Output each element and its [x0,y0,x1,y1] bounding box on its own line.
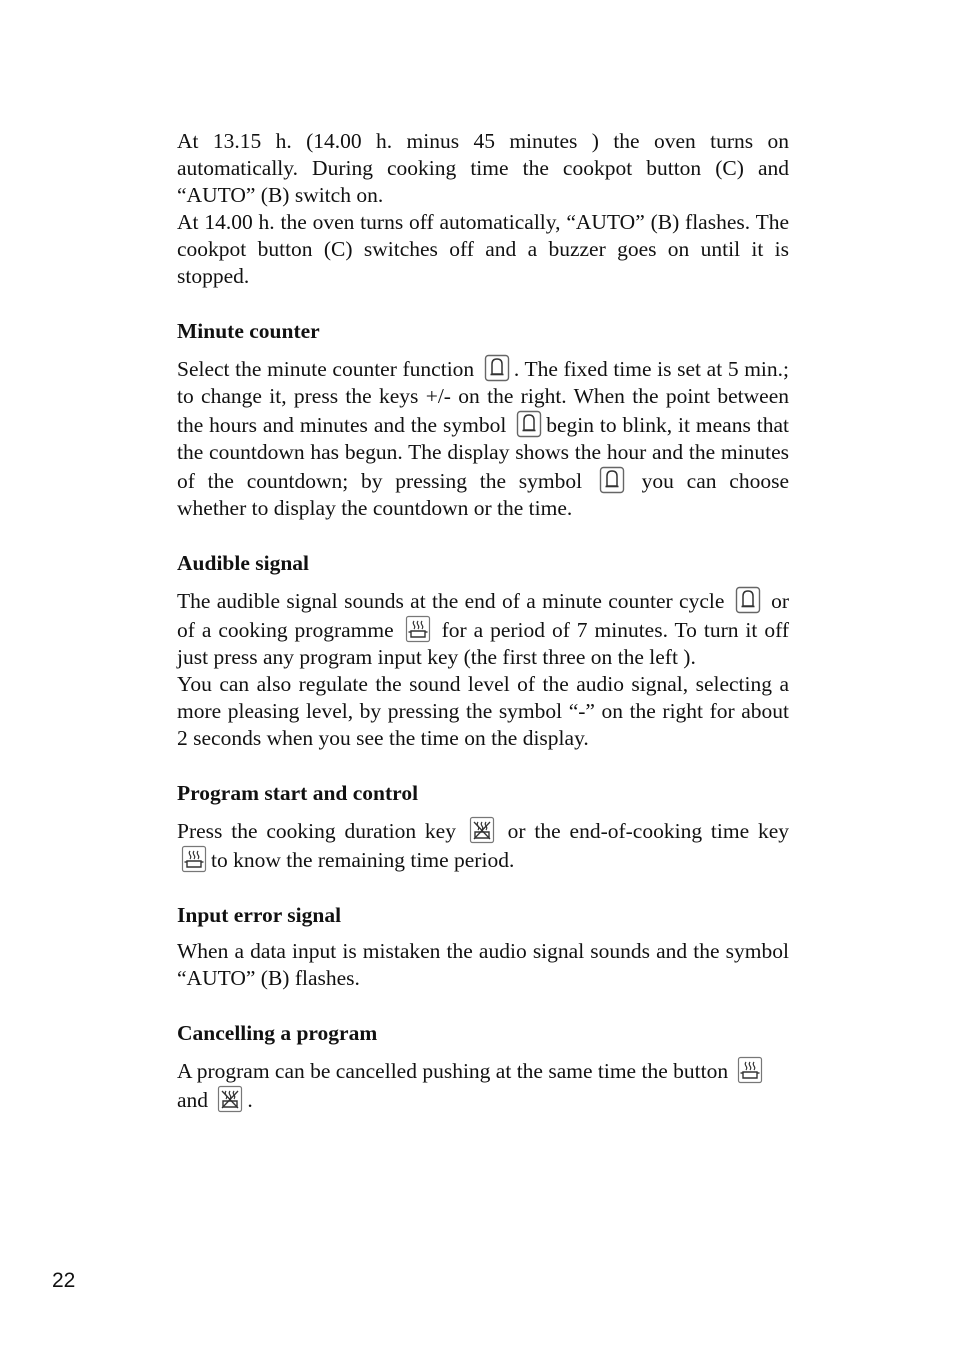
cookpot-end-icon [217,1085,243,1113]
audible-signal-text-3: for a period of 7 minutes. To turn it off just press any program input key (the first three on the left ). [177,618,790,669]
heading-program-start: Program start and control [177,781,419,805]
minute-counter-text-3: begin to blink, it means that the countdown has begun. The display shows the hour and the minutes of the countdown; by pressing the symbol [177,413,789,493]
bell-icon [484,354,510,382]
bell-icon [735,586,761,614]
minute-counter-text-4: you can choose whether to display the countdown or the time. [177,469,789,520]
cancelling-paragraph [177,1056,789,1114]
program-start-text-3: to know the remaining time period. [211,848,515,872]
heading-audible-signal: Audible signal [177,551,310,575]
intro-paragraph-1: At 13.15 h. (14.00 h. minus 45 minutes ) the oven turns on automatically. During cooking time the cookpot button (C) and “AUTO” (B) switch on. [177,129,789,207]
minute-counter-text-2: . The fixed time is set at 5 min.; to change it, press the keys +/- on the right. When the point between the hours and minutes and the symbol [177,357,790,437]
cancelling-text-1: A program can be cancelled pushing at the same time the button [177,1059,729,1083]
audible-signal-text-2: or of a cooking programme [177,589,789,642]
page-number: 22 [52,1269,76,1292]
audible-signal-paragraph-2: You can also regulate the sound level of the audio signal, selecting a more pleasing level, by pressing the symbol “-” on the right for about 2 seconds when you see the time on the display. [177,672,789,750]
heading-cancelling: Cancelling a program [177,1021,378,1045]
program-start-paragraph [177,816,789,874]
bell-icon [516,410,542,438]
program-start-text-1: Press the cooking duration key [177,819,456,843]
cookpot-icon [737,1056,763,1084]
program-start-text-2: or the end-of-cooking time key [507,819,789,843]
heading-minute-counter: Minute counter [177,319,320,343]
minute-counter-paragraph [177,354,789,522]
document-body [177,128,789,1114]
cookpot-end-icon [469,816,495,844]
minute-counter-text-1: Select the minute counter function [177,357,475,381]
cookpot-icon [405,615,431,643]
input-error-paragraph: When a data input is mistaken the audio signal sounds and the symbol “AUTO” (B) flashes. [177,939,789,990]
audible-signal-paragraph-1 [177,586,789,671]
intro-paragraph-2: At 14.00 h. the oven turns off automatically, “AUTO” (B) flashes. The cookpot button (C) switches off and a buzzer goes on until it is stopped. [177,210,789,288]
cancelling-text-3: . [247,1088,253,1112]
cookpot-icon [181,845,207,873]
cancelling-text-2: and [177,1088,209,1112]
heading-input-error: Input error signal [177,903,342,927]
audible-signal-text-1: The audible signal sounds at the end of a minute counter cycle [177,589,725,613]
bell-icon [599,466,625,494]
